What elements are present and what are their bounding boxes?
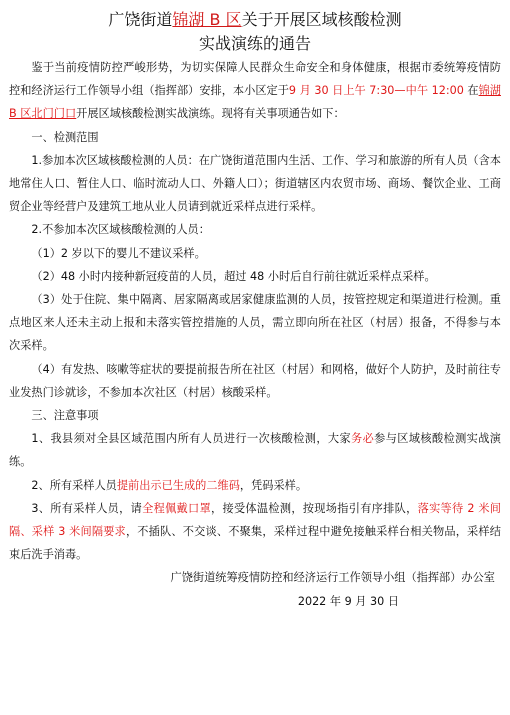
note-2 <box>9 474 501 497</box>
notice-title-line2: 实战演练的通告 <box>198 34 311 53</box>
section1-item2: 2.不参加本次区域核酸检测的人员： <box>31 223 210 237</box>
note-3 <box>9 497 501 567</box>
note-3-text-b: ，接受体温检测，按现场指引有序排队， <box>210 501 418 515</box>
intro-text-c: 开展区域核酸检测实战演练。现将有关事项通告如下： <box>76 107 345 121</box>
note-1-highlight: 务必 <box>351 432 375 446</box>
note-3-text-c: ，不插队、不交谈、不聚集，采样过程中避免接触采样台相关物品，采样结束后洗手消毒。 <box>9 525 501 562</box>
title-part1: 广饶街道 <box>108 10 173 29</box>
section3-heading: 三、注意事项 <box>31 409 99 423</box>
section1-sub4: （4）有发热、咳嗽等症状的要提前报告所在社区（村居）和网格，做好个人防护，及时前往专业发热门诊就诊，不参加本次社区（村居）核酸采样。 <box>9 362 501 399</box>
section1-item1: 1.参加本次区域核酸检测的人员：在广饶街道范围内生活、工作、学习和旅游的所有人员（含本地常住人口、暂住人口、临时流动人口、外籍人口）；街道辖区内农贸市场、商场、餐饮企业、工商贸企业等经营户及建筑工地从业人员请到就近采样点进行采样。 <box>9 153 501 214</box>
intro-place: 锦湖 B 区北门门口 <box>9 84 501 121</box>
section1-sub1: （1）2 岁以下的婴儿不建议采样。 <box>31 246 206 260</box>
intro-time: 9 月 30 日上午 7:30—中午 12:00 <box>288 84 464 98</box>
note-1 <box>9 427 501 473</box>
title-part2: 关于开展区域核酸检测 <box>241 10 402 29</box>
intro-paragraph <box>9 56 501 126</box>
note-2-text-b: ，凭码采样。 <box>239 478 308 492</box>
note-1-text-a: 1、我县须对全县区域范围内所有人员进行一次核酸检测，大家 <box>31 432 352 446</box>
title-area: 锦湖 B 区 <box>172 10 242 29</box>
section1-sub3: （3）处于住院、集中隔离、居家隔离或居家健康监测的人员，按管控规定和渠道进行检测。重点地区来人还未主动上报和未落实管控措施的人员，需立即向所在社区（村居）报备，不得参与本次采样。 <box>9 293 501 353</box>
date: 2022 年 9 月 30 日 <box>297 595 399 609</box>
signature: 广饶街道统筹疫情防控和经济运行工作领导小组（指挥部）办公室 <box>170 571 495 585</box>
intro-text-b: 在 <box>463 84 479 98</box>
note-3-highlight-2: 落实等待 2 米间隔、采样 3 米间隔要求 <box>9 501 501 539</box>
note-2-highlight: 提前出示已生成的二维码 <box>116 478 240 492</box>
note-1-text-b: 参与区域核酸检测实战演练。 <box>9 432 501 469</box>
intro-text-a: 鉴于当前疫情防控严峻形势，为切实保障人民群众生命安全和身体健康，根据市委统筹疫情防控和经济运行工作领导小组（指挥部）安排，本小区定于 <box>9 61 501 98</box>
notice-title <box>9 8 501 32</box>
section1-heading: 一、检测范围 <box>31 130 99 144</box>
note-3-text-a: 3、所有采样人员，请 <box>31 501 143 515</box>
note-3-highlight-1: 全程佩戴口罩 <box>142 501 211 515</box>
section1-sub2: （2）48 小时内接种新冠疫苗的人员，超过 48 小时后自行前往就近采样点采样。 <box>31 269 436 283</box>
note-2-text-a: 2、所有采样人员 <box>31 478 117 492</box>
